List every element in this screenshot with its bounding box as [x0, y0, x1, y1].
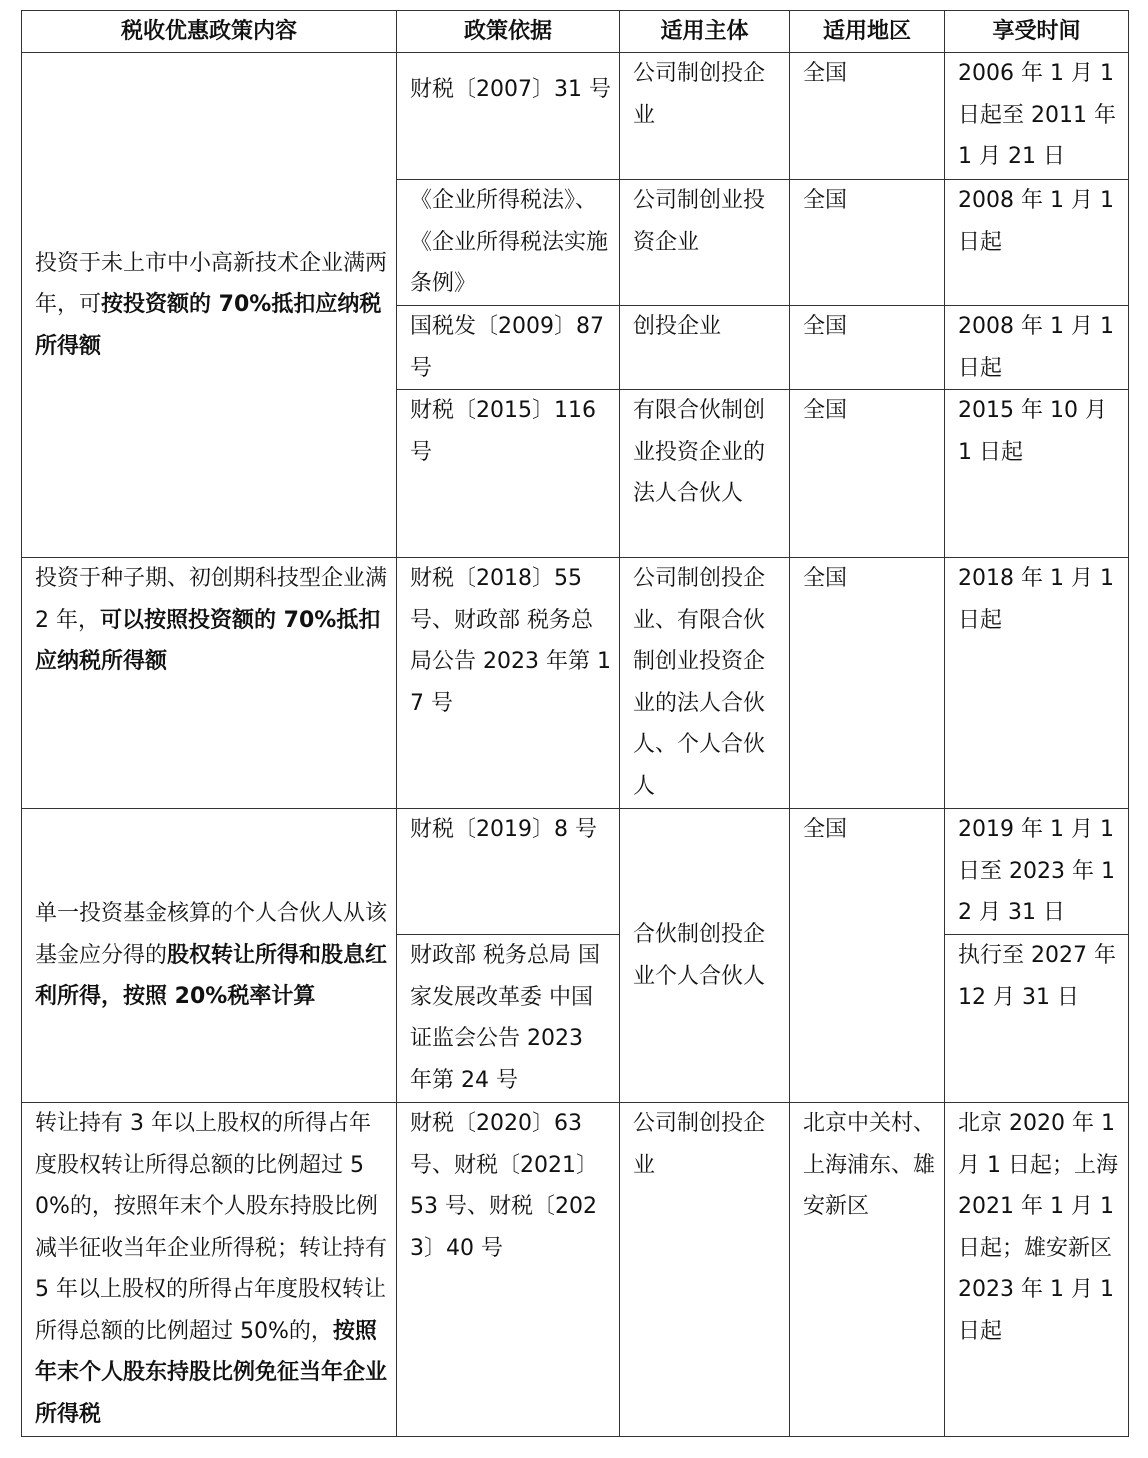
content-emphasis: 按投资额的 70%抵扣应纳税所得额	[35, 292, 382, 359]
time-cell: 2015 年 10 月 1 日起	[945, 390, 1129, 558]
table-row	[22, 53, 1129, 180]
region-cell: 全国	[790, 390, 945, 558]
subject-cell: 公司制创业投资企业	[620, 180, 790, 306]
subject-cell: 公司制创投企业、有限合伙制创业投资企业的法人合伙人、个人合伙人	[620, 558, 790, 809]
subject-cell: 创投企业	[620, 306, 790, 390]
policy-content-cell	[22, 53, 397, 558]
region-cell: 全国	[790, 180, 945, 306]
region-cell: 全国	[790, 53, 945, 180]
header-basis: 政策依据	[397, 11, 620, 53]
policy-table	[21, 10, 1129, 1437]
policy-content-cell	[22, 1103, 397, 1437]
time-cell: 2019 年 1 月 1 日至 2023 年 12 月 31 日	[945, 809, 1129, 935]
basis-cell: 财税〔2015〕116 号	[397, 390, 620, 558]
region-cell: 北京中关村、上海浦东、雄安新区	[790, 1103, 945, 1437]
content-emphasis: 股权转让所得和股息红利所得，按照 20%税率计算	[35, 942, 388, 1010]
header-row	[22, 11, 1129, 53]
region-cell: 全国	[790, 306, 945, 390]
basis-cell: 《企业所得税法》、《企业所得税法实施条例》	[397, 180, 620, 306]
content-emphasis: 按照年末个人股东持股比例免征当年企业所得税	[35, 1318, 388, 1427]
basis-cell: 财税〔2018〕55 号、财政部 税务总局公告 2023 年第 17 号	[397, 558, 620, 809]
content-emphasis: 可以按照投资额的 70%抵扣应纳税所得额	[35, 607, 381, 674]
region-cell: 全国	[790, 558, 945, 809]
subject-cell: 合伙制创投企业个人合伙人	[620, 809, 790, 1103]
subject-cell: 公司制创投企业	[620, 1103, 790, 1437]
policy-content-cell	[22, 809, 397, 1103]
header-region: 适用地区	[790, 11, 945, 53]
subject-cell: 公司制创投企业	[620, 53, 790, 180]
region-cell: 全国	[790, 809, 945, 1103]
content-text: 投资于未上市中小高新技术企业满两年，可	[35, 250, 388, 318]
basis-cell: 财税〔2020〕63 号、财税〔2021〕53 号、财税〔2023〕40 号	[397, 1103, 620, 1437]
time-cell: 2008 年 1 月 1 日起	[945, 306, 1129, 390]
content-text: 单一投资基金核算的个人合伙人从该基金应分得的	[35, 901, 388, 968]
subject-cell: 有限合伙制创业投资企业的法人合伙人	[620, 390, 790, 558]
policy-content-cell	[22, 558, 397, 809]
time-cell: 2006 年 1 月 1 日起至 2011 年 1 月 21 日	[945, 53, 1129, 180]
time-cell: 执行至 2027 年 12 月 31 日	[945, 935, 1129, 1103]
header-content: 税收优惠政策内容	[22, 11, 397, 53]
time-cell: 北京 2020 年 1 月 1 日起；上海 2021 年 1 月 1 日起；雄安新区 2023 年 1 月 1 日起	[945, 1103, 1129, 1437]
content-text: 转让持有 3 年以上股权的所得占年度股权转让所得总额的比例超过 50%的，按照年末个人股东持股比例减半征收当年企业所得税；转让持有 5 年以上股权的所得占年度股权转让所得总额的比例超过 50%的，	[35, 1111, 388, 1344]
table-row	[22, 809, 1129, 935]
time-cell: 2018 年 1 月 1 日起	[945, 558, 1129, 809]
basis-cell: 财税〔2007〕31 号	[397, 53, 620, 180]
basis-cell: 财税〔2019〕8 号	[397, 809, 620, 935]
header-subject: 适用主体	[620, 11, 790, 53]
basis-cell: 财政部 税务总局 国家发展改革委 中国证监会公告 2023 年第 24 号	[397, 935, 620, 1103]
table-row	[22, 1103, 1129, 1437]
time-cell: 2008 年 1 月 1 日起	[945, 180, 1129, 306]
basis-cell: 国税发〔2009〕87 号	[397, 306, 620, 390]
table-row	[22, 558, 1129, 809]
header-time: 享受时间	[945, 11, 1129, 53]
content-text: 投资于种子期、初创期科技型企业满 2 年，	[35, 566, 388, 633]
